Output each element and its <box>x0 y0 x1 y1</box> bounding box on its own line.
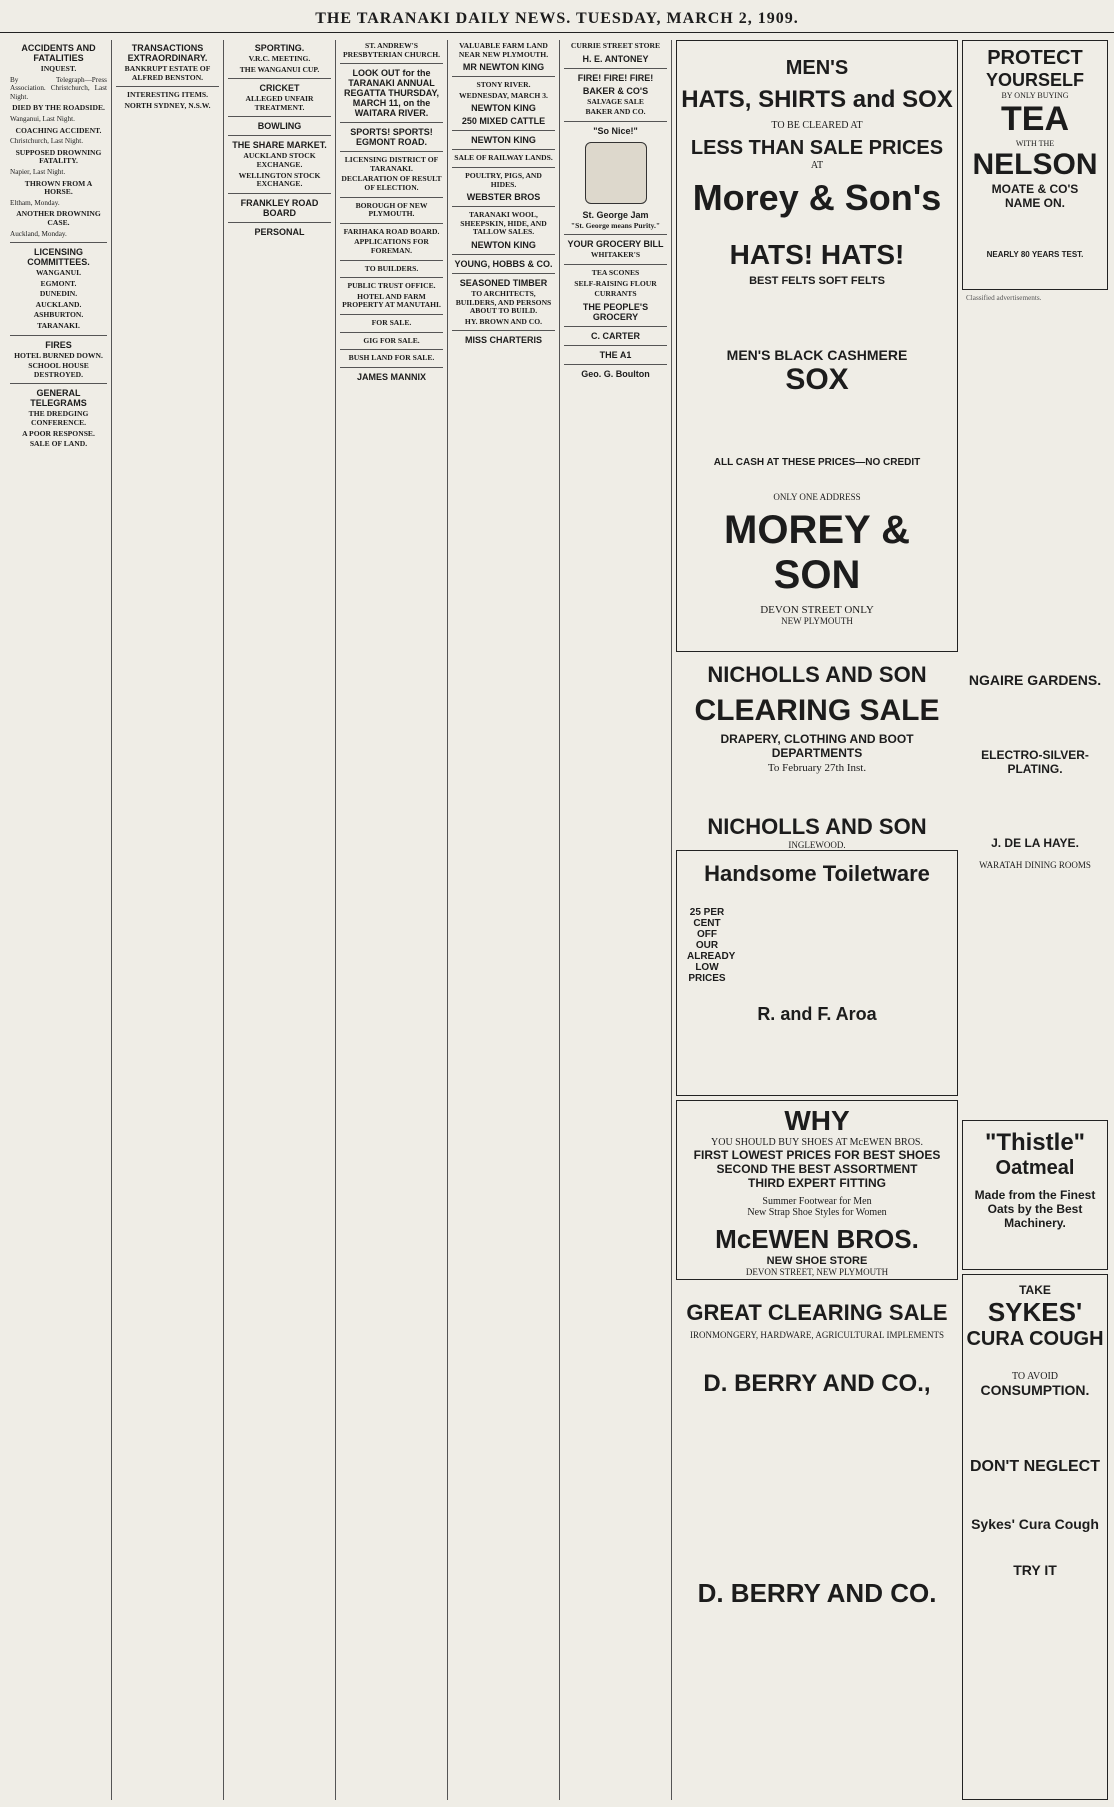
notice-head: St. George Jam <box>582 209 649 220</box>
notice-head: NEWTON KING <box>471 135 536 146</box>
section-heading: FIRES <box>45 339 72 350</box>
section-heading: LICENSING COMMITTEES. <box>27 247 90 268</box>
notice-head: HY. BROWN AND CO. <box>464 316 543 326</box>
article-head: AUCKLAND STOCK EXCHANGE. <box>243 151 316 169</box>
ad-text: NICHOLLS AND SON <box>707 814 927 839</box>
notice-head: SALVAGE SALE <box>587 96 644 106</box>
ad-thistle-oatmeal <box>962 1120 1108 1270</box>
ad-text: NEW SHOE STORE <box>766 1255 868 1267</box>
notice-head: WHITAKER'S <box>590 250 641 260</box>
article-head: THE DREDGING CONFERENCE. <box>28 409 89 428</box>
ad-text: D. BERRY AND CO., <box>703 1370 931 1397</box>
ad-text: J. DE LA HAYE. <box>991 836 1079 850</box>
jam-jar-illustration <box>585 142 647 204</box>
notice-head: TO BUILDERS. <box>364 263 419 273</box>
ad-mcewen-bros <box>676 1100 958 1280</box>
section-heading: PERSONAL <box>254 226 305 237</box>
notice-head: TO ARCHITECTS, BUILDERS, AND PERSONS ABOUT TO BUILD. <box>455 288 552 316</box>
ad-text: Morey & Son's <box>692 177 942 218</box>
notice-head: LICENSING DISTRICT OF TARANAKI. <box>344 155 439 173</box>
ad-text: WITH THE <box>1015 139 1055 148</box>
ad-text: MEN'S BLACK CASHMERE <box>726 347 908 363</box>
ad-text: PROTECT <box>987 47 1083 69</box>
ad-text: LESS THAN SALE PRICES <box>690 137 944 159</box>
notice-head: C. CARTER <box>591 330 640 341</box>
ad-nelson-tea <box>962 40 1108 290</box>
notice-head: WEDNESDAY, MARCH 3. <box>459 90 548 100</box>
section-heading: BOWLING <box>257 121 302 132</box>
notice-head: FOR SALE. <box>371 317 412 327</box>
ad-text: MOATE & CO'S <box>991 182 1079 196</box>
ad-text: Oatmeal <box>995 1157 1075 1179</box>
article-head: A POOR RESPONSE. <box>22 428 95 438</box>
notice-head: BAKER & CO'S <box>582 85 649 96</box>
ad-ngaire-gardens <box>962 668 1108 968</box>
ad-text: HATS, SHIRTS and SOX <box>681 86 953 113</box>
ad-text: AT <box>810 160 824 171</box>
notice-head: YOUNG, HOBBS & CO. <box>454 258 553 269</box>
ad-text: McEWEN BROS. <box>715 1224 919 1254</box>
section-heading: GENERAL TELEGRAMS <box>30 388 87 409</box>
article-head: HOTEL BURNED DOWN. <box>14 350 103 360</box>
notice-head: JAMES MANNIX <box>356 371 426 382</box>
section-heading: THE SHARE MARKET. <box>232 140 327 151</box>
article-head: V.R.C. MEETING. <box>248 54 311 63</box>
ad-text: NEARLY 80 YEARS TEST. <box>986 250 1084 259</box>
masthead <box>0 10 1114 33</box>
ad-text: ELECTRO-SILVER-PLATING. <box>981 748 1089 776</box>
ad-text: DRAPERY, CLOTHING AND BOOT DEPARTMENTS <box>720 732 914 760</box>
article-head: INQUEST. <box>40 64 77 73</box>
notice-head: SEASONED TIMBER <box>459 277 548 288</box>
ad-text: NGAIRE GARDENS. <box>968 672 1102 688</box>
notice-head: "St. George means Purity." <box>570 220 661 230</box>
notice-head: STONY RIVER. <box>476 80 531 90</box>
ad-text: BEST FELTS SOFT FELTS <box>749 275 885 287</box>
article-head: NORTH SYDNEY, N.S.W. <box>124 100 211 110</box>
place-head: WANGANUI. <box>36 268 81 278</box>
notice-head: WEBSTER BROS <box>466 192 541 203</box>
notice-head: BAKER AND CO. <box>585 107 646 117</box>
column-4 <box>336 40 448 1800</box>
ad-text: ALL CASH AT THESE PRICES—NO CREDIT <box>713 457 921 468</box>
ad-text: BY ONLY BUYING <box>1001 91 1069 100</box>
ad-text: TEA <box>1001 100 1069 138</box>
column-3 <box>224 40 336 1800</box>
article-head: THE WANGANUI CUP. <box>239 64 320 74</box>
ad-text: Sykes' Cura Cough <box>971 1516 1099 1532</box>
ad-text: INGLEWOOD. <box>788 840 846 850</box>
ad-text: Made from the Finest Oats by the Best Machinery. <box>974 1188 1096 1230</box>
article-head: SUPPOSED DROWNING FATALITY. <box>15 147 102 166</box>
ad-text: WARATAH DINING ROOMS <box>979 860 1091 870</box>
notice-head: Geo. G. Boulton <box>581 368 650 379</box>
article-head: WELLINGTON STOCK EXCHANGE. <box>238 170 321 189</box>
ad-text: CURA COUGH <box>966 1328 1104 1350</box>
ad-text: TO AVOID <box>1011 1371 1059 1382</box>
notice-head: YOUR GROCERY BILL <box>567 239 664 250</box>
notice-head: BOROUGH OF NEW PLYMOUTH. <box>355 200 428 219</box>
article-head: BANKRUPT ESTATE OF ALFRED BENSTON. <box>124 64 211 82</box>
notice-head: TEA SCONES <box>591 267 640 277</box>
article-head: DIED BY THE ROADSIDE. <box>12 103 105 113</box>
article-dateline: Wanganui, Last Night. <box>10 114 75 123</box>
notice-head: SPORTS! SPORTS! EGMONT ROAD. <box>350 127 433 148</box>
ad-text: R. and F. Aroa <box>757 1004 877 1024</box>
notice-head: VALUABLE FARM LAND NEAR NEW PLYMOUTH. <box>458 41 549 59</box>
notice-head: LOOK OUT for the TARANAKI ANNUAL REGATTA THURSDAY, MARCH 11, on the WAITARA RIVER. <box>343 68 439 119</box>
article-dateline: Christchurch, Last Night. <box>10 137 84 146</box>
article-head: INTERESTING ITEMS. <box>126 90 209 100</box>
column-6 <box>560 40 672 1800</box>
article-head: ALLEGED UNFAIR TREATMENT. <box>245 94 314 112</box>
notice-head: H. E. ANTONEY <box>582 53 649 64</box>
notice-head: FIRE! FIRE! FIRE! <box>577 72 654 83</box>
ad-text: DEVON STREET, NEW PLYMOUTH <box>745 1267 889 1277</box>
ad-text: WHY <box>784 1105 850 1136</box>
notice-head: CURRIE STREET STORE <box>570 41 661 50</box>
notice-head: 250 MIXED CATTLE <box>461 116 546 127</box>
ad-text: YOU SHOULD BUY SHOES AT McEWEN BROS. <box>711 1137 923 1148</box>
ad-text: FIRST LOWEST PRICES FOR BEST SHOES <box>693 1148 941 1162</box>
ad-text: SECOND THE BEST ASSORTMENT <box>716 1162 918 1176</box>
notice-head: TARANAKI WOOL, SHEEPSKIN, HIDE, AND TALLOW SALES. <box>460 210 547 237</box>
article-head: THROWN FROM A HORSE. <box>24 178 93 197</box>
column-1 <box>6 40 112 1800</box>
column-2 <box>112 40 224 1800</box>
ad-morey-and-son <box>676 40 958 652</box>
notice-head: HOTEL AND FARM PROPERTY AT MANUTAHI. <box>342 291 441 310</box>
ad-text: DON'T NEGLECT <box>969 1458 1101 1475</box>
ad-text: To February 27th Inst. <box>767 762 867 774</box>
ad-text: YOURSELF <box>985 70 1084 90</box>
ad-text: New Strap Shoe Styles for Women <box>747 1207 887 1218</box>
ad-text: ONLY ONE ADDRESS <box>773 492 861 502</box>
notice-head: CURRANTS <box>594 289 637 299</box>
ad-text: MOREY & SON <box>724 508 910 597</box>
notice-head: MR NEWTON KING <box>462 62 545 73</box>
classifieds: Classified advertisements. <box>966 294 1042 302</box>
ad-sykes-cura-cough <box>962 1274 1108 1800</box>
notice-head: PUBLIC TRUST OFFICE. <box>347 281 436 291</box>
notice-head: "So Nice!" <box>593 125 638 136</box>
masthead-title: THE TARANAKI DAILY NEWS. TUESDAY, MARCH 2, 1909. <box>315 10 799 27</box>
notice-head: THE PEOPLE'S GROCERY <box>582 301 649 322</box>
ad-nicholls-and-son <box>676 656 958 850</box>
ad-text: CLEARING SALE <box>694 694 940 727</box>
ad-text: D. BERRY AND CO. <box>697 1578 937 1608</box>
notice-head: SELF-RAISING FLOUR <box>574 278 657 288</box>
ad-text: TO BE CLEARED AT <box>771 120 863 131</box>
article-head: ANOTHER DROWNING CASE. <box>16 209 101 227</box>
notice-head: DECLARATION OF RESULT OF ELECTION. <box>341 174 442 192</box>
notice-head: BUSH LAND FOR SALE. <box>348 353 435 363</box>
notice-head: NEWTON KING <box>471 239 536 250</box>
notice-head: NEWTON KING <box>471 103 536 114</box>
article-dateline: Eltham, Monday. <box>10 198 60 207</box>
article-head: COACHING ACCIDENT. <box>15 125 102 135</box>
ad-text: TRY IT <box>1013 1562 1057 1578</box>
ad-text: Summer Footwear for Men <box>762 1196 872 1207</box>
section-heading: CRICKET <box>259 83 300 94</box>
ad-text: MEN'S <box>785 57 849 79</box>
section-heading: ACCIDENTS AND FATALITIES <box>21 43 96 63</box>
section-heading: SPORTING. <box>254 43 305 53</box>
ad-d-berry <box>676 1284 958 1800</box>
ad-text: DEVON STREET ONLY <box>760 604 874 616</box>
ad-text: HATS! HATS! <box>729 239 905 270</box>
ad-text: 25 PER CENT OFF OUR ALREADY LOW PRICES <box>687 907 736 984</box>
ad-text: SYKES' <box>987 1297 1083 1327</box>
ad-text: NICHOLLS AND SON <box>707 662 927 687</box>
ad-text: NAME ON. <box>1005 196 1065 210</box>
ad-text: NELSON <box>972 148 1098 181</box>
notice-head: POULTRY, PIGS, AND HIDES. <box>465 170 542 189</box>
notice-head: FARIHAKA ROAD BOARD. <box>343 226 440 236</box>
ad-text: TAKE <box>1019 1283 1051 1297</box>
notice-head: THE A1 <box>599 349 632 360</box>
notice-head: APPLICATIONS FOR FOREMAN. <box>354 237 429 255</box>
place-head: DUNEDIN. <box>39 289 78 299</box>
article-head: SALE OF LAND. <box>29 439 88 449</box>
section-heading: FRANKLEY ROAD BOARD <box>240 197 319 218</box>
ad-text: GREAT CLEARING SALE <box>686 1300 948 1325</box>
column-5 <box>448 40 560 1800</box>
place-head: TARANAKI. <box>37 321 80 331</box>
notice-head: SALE OF RAILWAY LANDS. <box>454 153 553 163</box>
ad-text: "Thistle" <box>984 1129 1086 1156</box>
article-head: SCHOOL HOUSE DESTROYED. <box>28 361 89 379</box>
ad-text: Handsome Toiletware <box>704 861 930 886</box>
ad-text: CONSUMPTION. <box>980 1382 1090 1398</box>
ad-text: THIRD EXPERT FITTING <box>748 1176 886 1190</box>
ad-text: IRONMONGERY, HARDWARE, AGRICULTURAL IMPLEMENTS <box>690 1330 944 1340</box>
notice-head: MISS CHARTERIS <box>464 335 542 346</box>
article-dateline: By Telegraph—Press Association. Christchurch, Last Night. <box>10 75 107 101</box>
section-heading: TRANSACTIONS EXTRAORDINARY. <box>127 43 208 63</box>
ad-text: NEW PLYMOUTH <box>781 616 853 626</box>
article-dateline: Auckland, Monday. <box>10 229 67 238</box>
place-head: ASHBURTON. <box>33 310 84 320</box>
notice-head: ST. ANDREW'S PRESBYTERIAN CHURCH. <box>342 41 441 59</box>
notice-head: GIG FOR SALE. <box>363 335 420 345</box>
ad-text: SOX <box>785 363 849 396</box>
place-head: EGMONT. <box>40 278 77 288</box>
place-head: AUCKLAND. <box>35 299 82 309</box>
ad-toiletware <box>676 850 958 1096</box>
article-dateline: Napier, Last Night. <box>10 167 66 176</box>
